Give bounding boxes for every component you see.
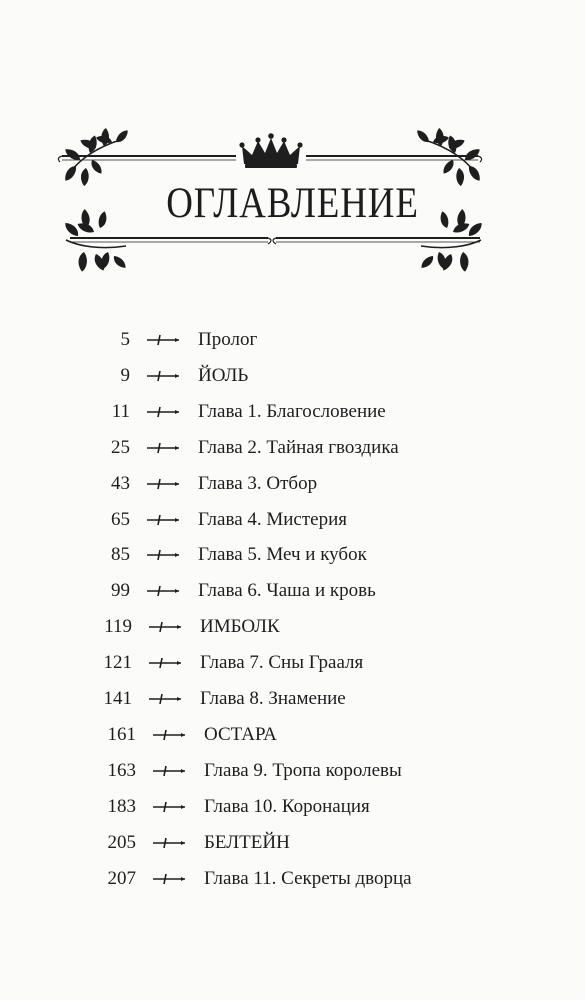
toc-page-number: 11: [111, 400, 130, 422]
toc-entry[interactable]: [0, 684, 585, 714]
toc-entry[interactable]: [0, 720, 585, 750]
dagger-icon: [152, 801, 186, 813]
toc-page-number: 205: [107, 831, 136, 853]
dagger-icon: [152, 729, 186, 741]
toc-entry[interactable]: [0, 828, 585, 858]
toc-entry-title: ИМБОЛК: [200, 616, 280, 638]
dagger-icon: [146, 514, 180, 526]
toc-entry[interactable]: [0, 397, 585, 427]
toc-entry[interactable]: [0, 864, 585, 894]
toc-page-number: 183: [107, 795, 136, 817]
toc-entry[interactable]: [0, 756, 585, 786]
dagger-icon: [146, 585, 180, 597]
toc-entry[interactable]: [0, 361, 585, 391]
page-title: ОГЛАВЛЕНИЕ: [166, 180, 419, 227]
dagger-icon: [152, 837, 186, 849]
toc-entry[interactable]: [0, 792, 585, 822]
dagger-icon: [152, 873, 186, 885]
toc-page-number: 207: [107, 867, 136, 889]
dagger-icon: [146, 334, 180, 346]
dagger-icon: [148, 621, 182, 633]
dagger-icon: [146, 549, 180, 561]
toc-entry-title: Пролог: [198, 329, 258, 350]
toc-entry-title: Глава 1. Благословение: [198, 400, 386, 422]
toc-entry-title: ЙОЛЬ: [198, 364, 249, 386]
toc-entry[interactable]: [0, 540, 585, 570]
toc-entry[interactable]: [0, 325, 585, 355]
toc-entry[interactable]: [0, 612, 585, 642]
toc-page-number: 119: [104, 616, 132, 638]
toc-page-number: 85: [111, 544, 130, 566]
dagger-icon: [146, 478, 180, 490]
dagger-icon: [148, 693, 182, 705]
toc-page-number: 43: [111, 472, 130, 494]
toc-page-number: 99: [111, 580, 130, 602]
toc-entry-title: Глава 11. Секреты дворца: [204, 867, 412, 889]
toc-entry[interactable]: [0, 433, 585, 463]
toc-page-number: 25: [111, 436, 130, 458]
toc-page-number: 141: [103, 688, 132, 709]
dagger-icon: [146, 370, 180, 382]
toc-entry-title: Глава 5. Меч и кубок: [198, 544, 367, 566]
toc-entry[interactable]: [0, 469, 585, 499]
toc-entry-title: Глава 8. Знамение: [200, 688, 346, 709]
dagger-icon: [146, 442, 180, 454]
toc-page-number: 163: [107, 759, 136, 781]
toc-page-number: 161: [107, 723, 136, 745]
toc-entry-title: Глава 7. Сны Грааля: [200, 652, 364, 674]
toc-entry[interactable]: [0, 505, 585, 535]
toc-entry-title: ОСТАРА: [204, 723, 277, 745]
dagger-icon: [148, 657, 182, 669]
toc-entry-title: Глава 4. Мистерия: [198, 508, 348, 530]
toc-entry[interactable]: [0, 576, 585, 606]
toc-entry[interactable]: [0, 648, 585, 678]
toc-entry-title: Глава 10. Коронация: [204, 795, 370, 817]
toc-page-number: 5: [120, 329, 130, 350]
toc-entry-title: Глава 9. Тропа королевы: [204, 759, 402, 781]
toc-entry-title: Глава 3. Отбор: [198, 472, 318, 494]
toc-page-number: 121: [103, 652, 132, 674]
dagger-icon: [146, 406, 180, 418]
toc-entry-title: Глава 2. Тайная гвоздика: [198, 436, 399, 458]
toc-entry-title: БЕЛТЕЙН: [204, 831, 290, 853]
dagger-icon: [152, 765, 186, 777]
toc-page-number: 9: [120, 364, 130, 386]
toc-entry-title: Глава 6. Чаша и кровь: [198, 580, 376, 602]
toc-page-number: 65: [111, 508, 130, 530]
